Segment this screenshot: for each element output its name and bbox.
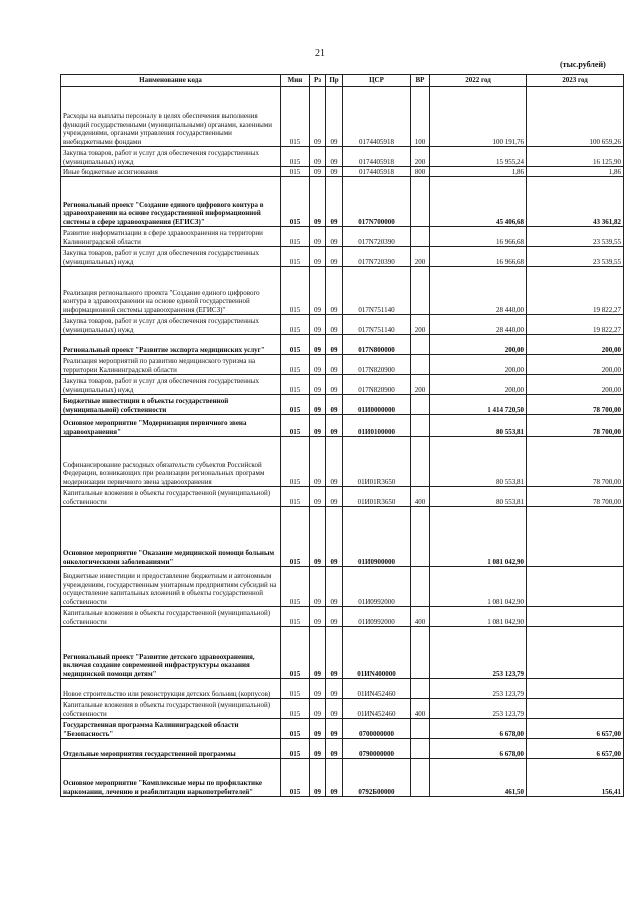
cell-min: 015 bbox=[281, 627, 310, 679]
cell-vr bbox=[411, 227, 430, 247]
cell-min: 015 bbox=[281, 437, 310, 487]
cell-min: 015 bbox=[281, 375, 310, 395]
cell-name: Реализация мероприятий по развитию медицинского туризма на территории Калининградской области bbox=[61, 355, 281, 375]
cell-name: Государственная программа Калининградской области "Безопасность" bbox=[61, 719, 281, 739]
cell-y2022: 461,50 bbox=[430, 759, 527, 797]
cell-csr: 01И0992000 bbox=[343, 607, 411, 627]
cell-y2022: 45 406,68 bbox=[430, 177, 527, 227]
cell-vr bbox=[411, 437, 430, 487]
table-row bbox=[61, 177, 624, 227]
cell-y2023: 23 539,55 bbox=[527, 247, 624, 267]
cell-min: 015 bbox=[281, 167, 310, 177]
cell-name: Закупка товаров, работ и услуг для обеспечения государственных (муниципальных) нужд bbox=[61, 247, 281, 267]
header-2023: 2023 год bbox=[527, 75, 624, 87]
cell-rz: 09 bbox=[310, 627, 326, 679]
cell-csr: 01ИN452460 bbox=[343, 679, 411, 699]
cell-y2022: 16 966,68 bbox=[430, 247, 527, 267]
cell-rz: 09 bbox=[310, 167, 326, 177]
cell-y2023: 19 822,27 bbox=[527, 315, 624, 335]
cell-rz: 09 bbox=[310, 679, 326, 699]
cell-y2023: 200,00 bbox=[527, 375, 624, 395]
cell-name: Капитальные вложения в объекты государственной (муниципальной) собственности bbox=[61, 607, 281, 627]
table-row bbox=[61, 335, 624, 355]
units-label: (тыс.рублей) bbox=[560, 60, 606, 69]
cell-y2023: 78 700,00 bbox=[527, 487, 624, 507]
cell-name: Бюджетные инвестиции и предоставление бюджетным и автономным учреждениям, государственным унитарным предприятиям субсидий на осуществление капитальных вложений в объекты государственной собственности bbox=[61, 567, 281, 607]
cell-rz: 09 bbox=[310, 759, 326, 797]
cell-vr bbox=[411, 395, 430, 415]
cell-csr: 017N800000 bbox=[343, 335, 411, 355]
table-row bbox=[61, 627, 624, 679]
cell-y2023: 23 539,55 bbox=[527, 227, 624, 247]
cell-name: Иные бюджетные ассигнования bbox=[61, 167, 281, 177]
cell-name: Региональный проект "Создание единого цифрового контура в здравоохранении на основе государственной информационной системы в сфере здравоохранения (ЕГИСЗ)" bbox=[61, 177, 281, 227]
cell-pr: 09 bbox=[326, 567, 343, 607]
cell-csr: 01И0900000 bbox=[343, 507, 411, 567]
cell-min: 015 bbox=[281, 507, 310, 567]
cell-y2022: 6 678,00 bbox=[430, 739, 527, 759]
cell-y2023: 78 700,00 bbox=[527, 437, 624, 487]
cell-rz: 09 bbox=[310, 177, 326, 227]
cell-vr bbox=[411, 739, 430, 759]
cell-pr: 09 bbox=[326, 167, 343, 177]
cell-y2023 bbox=[527, 507, 624, 567]
cell-min: 015 bbox=[281, 567, 310, 607]
table-row bbox=[61, 315, 624, 335]
cell-csr: 017N820900 bbox=[343, 375, 411, 395]
cell-name: Реализация регионального проекта "Создание единого цифрового контура в здравоохранении на основе единой государственной информационной системы здравоохранения (ЕГИСЗ)" bbox=[61, 267, 281, 315]
cell-csr: 01И0000000 bbox=[343, 395, 411, 415]
cell-csr: 0792Б00000 bbox=[343, 759, 411, 797]
table-row bbox=[61, 87, 624, 147]
cell-y2023 bbox=[527, 679, 624, 699]
cell-name: Региональный проект "Развитие детского здравоохранения, включая создание современной инфраструктуры оказания медицинской помощи детям" bbox=[61, 627, 281, 679]
table-row bbox=[61, 247, 624, 267]
table-row bbox=[61, 227, 624, 247]
cell-pr: 09 bbox=[326, 759, 343, 797]
cell-min: 015 bbox=[281, 227, 310, 247]
table-row bbox=[61, 507, 624, 567]
header-vr: ВР bbox=[411, 75, 430, 87]
cell-csr: 0700000000 bbox=[343, 719, 411, 739]
cell-vr bbox=[411, 267, 430, 315]
cell-rz: 09 bbox=[310, 147, 326, 167]
cell-pr: 09 bbox=[326, 227, 343, 247]
cell-rz: 09 bbox=[310, 719, 326, 739]
table-row bbox=[61, 607, 624, 627]
cell-csr: 01И01R3650 bbox=[343, 437, 411, 487]
cell-pr: 09 bbox=[326, 177, 343, 227]
cell-name: Капитальные вложения в объекты государственной (муниципальной) собственности bbox=[61, 487, 281, 507]
cell-y2022: 80 553,81 bbox=[430, 437, 527, 487]
cell-y2022: 15 955,24 bbox=[430, 147, 527, 167]
cell-name: Основное мероприятие "Модернизация первичного звена здравоохранения" bbox=[61, 415, 281, 437]
cell-rz: 09 bbox=[310, 699, 326, 719]
cell-min: 015 bbox=[281, 147, 310, 167]
table-row bbox=[61, 699, 624, 719]
cell-rz: 09 bbox=[310, 567, 326, 607]
cell-pr: 09 bbox=[326, 395, 343, 415]
cell-vr bbox=[411, 335, 430, 355]
cell-name: Бюджетные инвестиции в объекты государственной (муниципальной) собственности bbox=[61, 395, 281, 415]
header-2022: 2022 год bbox=[430, 75, 527, 87]
cell-rz: 09 bbox=[310, 335, 326, 355]
cell-csr: 017N751140 bbox=[343, 267, 411, 315]
cell-vr bbox=[411, 177, 430, 227]
cell-vr: 400 bbox=[411, 607, 430, 627]
cell-min: 015 bbox=[281, 335, 310, 355]
cell-rz: 09 bbox=[310, 437, 326, 487]
cell-rz: 09 bbox=[310, 375, 326, 395]
cell-y2023: 200,00 bbox=[527, 335, 624, 355]
cell-pr: 09 bbox=[326, 335, 343, 355]
cell-rz: 09 bbox=[310, 507, 326, 567]
cell-y2022: 100 191,76 bbox=[430, 87, 527, 147]
cell-y2022: 253 123,79 bbox=[430, 627, 527, 679]
table-row bbox=[61, 739, 624, 759]
cell-rz: 09 bbox=[310, 247, 326, 267]
budget-table bbox=[60, 74, 624, 797]
header-pr: Пр bbox=[326, 75, 343, 87]
cell-y2023: 100 659,26 bbox=[527, 87, 624, 147]
cell-vr: 200 bbox=[411, 247, 430, 267]
table-row bbox=[61, 267, 624, 315]
cell-vr bbox=[411, 759, 430, 797]
cell-name: Расходы на выплаты персоналу в целях обеспечения выполнения функций государственными (муниципальными) органами, казенными учреждениями, органами управления государственными внебюджетными фондами bbox=[61, 87, 281, 147]
table-row bbox=[61, 395, 624, 415]
cell-y2022: 200,00 bbox=[430, 335, 527, 355]
table-row bbox=[61, 355, 624, 375]
cell-name: Новое строительство или реконструкция детских больниц (корпусов) bbox=[61, 679, 281, 699]
cell-pr: 09 bbox=[326, 487, 343, 507]
cell-y2022: 200,00 bbox=[430, 355, 527, 375]
cell-name: Закупка товаров, работ и услуг для обеспечения государственных (муниципальных) нужд bbox=[61, 315, 281, 335]
cell-y2022: 6 678,00 bbox=[430, 719, 527, 739]
cell-name: Основное мероприятие "Комплексные меры по профилактике наркомании, лечению и реабилитации наркопотребителей" bbox=[61, 759, 281, 797]
cell-name: Развитие информатизации в сфере здравоохранения на территории Калининградской области bbox=[61, 227, 281, 247]
cell-csr: 017N720390 bbox=[343, 247, 411, 267]
cell-y2023 bbox=[527, 607, 624, 627]
cell-min: 015 bbox=[281, 415, 310, 437]
cell-y2022: 1 414 720,50 bbox=[430, 395, 527, 415]
cell-name: Отдельные мероприятия государственной программы bbox=[61, 739, 281, 759]
table-row bbox=[61, 375, 624, 395]
cell-min: 015 bbox=[281, 395, 310, 415]
cell-rz: 09 bbox=[310, 415, 326, 437]
cell-rz: 09 bbox=[310, 315, 326, 335]
cell-name: Закупка товаров, работ и услуг для обеспечения государственных (муниципальных) нужд bbox=[61, 147, 281, 167]
cell-y2023: 78 700,00 bbox=[527, 395, 624, 415]
cell-vr: 400 bbox=[411, 487, 430, 507]
cell-y2022: 1 081 042,90 bbox=[430, 567, 527, 607]
cell-y2023: 156,41 bbox=[527, 759, 624, 797]
cell-vr: 400 bbox=[411, 699, 430, 719]
cell-y2022: 253 123,79 bbox=[430, 679, 527, 699]
cell-pr: 09 bbox=[326, 415, 343, 437]
table-header-row bbox=[61, 75, 624, 87]
cell-y2023: 200,00 bbox=[527, 355, 624, 375]
cell-pr: 09 bbox=[326, 147, 343, 167]
cell-pr: 09 bbox=[326, 437, 343, 487]
cell-vr bbox=[411, 627, 430, 679]
cell-pr: 09 bbox=[326, 719, 343, 739]
cell-y2023 bbox=[527, 567, 624, 607]
cell-min: 015 bbox=[281, 699, 310, 719]
cell-rz: 09 bbox=[310, 267, 326, 315]
cell-y2023: 19 822,27 bbox=[527, 267, 624, 315]
cell-csr: 0174405918 bbox=[343, 87, 411, 147]
cell-y2022: 80 553,81 bbox=[430, 415, 527, 437]
cell-vr: 800 bbox=[411, 167, 430, 177]
cell-pr: 09 bbox=[326, 607, 343, 627]
cell-name: Софинансирование расходных обязательств субъектов Российской Федерации, возникающих при реализации региональных программ модернизации первичного звена здравоохранения bbox=[61, 437, 281, 487]
cell-y2022: 28 440,00 bbox=[430, 315, 527, 335]
cell-rz: 09 bbox=[310, 227, 326, 247]
cell-min: 015 bbox=[281, 719, 310, 739]
cell-pr: 09 bbox=[326, 627, 343, 679]
cell-csr: 0174405918 bbox=[343, 167, 411, 177]
cell-pr: 09 bbox=[326, 315, 343, 335]
cell-min: 015 bbox=[281, 759, 310, 797]
cell-y2022: 80 553,81 bbox=[430, 487, 527, 507]
table-row bbox=[61, 679, 624, 699]
cell-vr bbox=[411, 679, 430, 699]
table-row bbox=[61, 487, 624, 507]
header-csr: ЦСР bbox=[343, 75, 411, 87]
page-number: 21 bbox=[315, 48, 325, 59]
cell-y2023: 1,86 bbox=[527, 167, 624, 177]
cell-rz: 09 bbox=[310, 487, 326, 507]
cell-pr: 09 bbox=[326, 679, 343, 699]
cell-csr: 017N720390 bbox=[343, 227, 411, 247]
cell-rz: 09 bbox=[310, 395, 326, 415]
cell-vr: 200 bbox=[411, 375, 430, 395]
cell-rz: 09 bbox=[310, 87, 326, 147]
cell-vr: 100 bbox=[411, 87, 430, 147]
cell-min: 015 bbox=[281, 87, 310, 147]
cell-y2023: 78 700,00 bbox=[527, 415, 624, 437]
cell-vr: 200 bbox=[411, 147, 430, 167]
cell-min: 015 bbox=[281, 355, 310, 375]
cell-pr: 09 bbox=[326, 247, 343, 267]
header-name: Наименование кода bbox=[61, 75, 281, 87]
cell-y2022: 28 440,00 bbox=[430, 267, 527, 315]
cell-vr: 200 bbox=[411, 315, 430, 335]
cell-rz: 09 bbox=[310, 355, 326, 375]
cell-vr bbox=[411, 507, 430, 567]
table-row bbox=[61, 759, 624, 797]
cell-min: 015 bbox=[281, 247, 310, 267]
cell-pr: 09 bbox=[326, 355, 343, 375]
cell-csr: 01И01R3650 bbox=[343, 487, 411, 507]
cell-csr: 01ИN452460 bbox=[343, 699, 411, 719]
cell-csr: 017N820900 bbox=[343, 355, 411, 375]
cell-min: 015 bbox=[281, 315, 310, 335]
cell-min: 015 bbox=[281, 739, 310, 759]
cell-csr: 0790000000 bbox=[343, 739, 411, 759]
cell-csr: 01И0992000 bbox=[343, 567, 411, 607]
cell-y2023: 16 125,90 bbox=[527, 147, 624, 167]
table-row bbox=[61, 167, 624, 177]
cell-pr: 09 bbox=[326, 699, 343, 719]
cell-name: Основное мероприятие "Оказание медицинской помощи больным онкологическими заболеваниями" bbox=[61, 507, 281, 567]
cell-rz: 09 bbox=[310, 739, 326, 759]
cell-name: Капитальные вложения в объекты государственной (муниципальной) собственности bbox=[61, 699, 281, 719]
cell-name: Региональный проект "Развитие экспорта медицинских услуг" bbox=[61, 335, 281, 355]
cell-y2023 bbox=[527, 627, 624, 679]
header-rz: Рз bbox=[310, 75, 326, 87]
cell-name: Закупка товаров, работ и услуг для обеспечения государственных (муниципальных) нужд bbox=[61, 375, 281, 395]
cell-y2022: 200,00 bbox=[430, 375, 527, 395]
cell-csr: 01И0100000 bbox=[343, 415, 411, 437]
cell-pr: 09 bbox=[326, 375, 343, 395]
table-row bbox=[61, 437, 624, 487]
cell-vr bbox=[411, 355, 430, 375]
cell-y2022: 1 081 042,90 bbox=[430, 507, 527, 567]
cell-pr: 09 bbox=[326, 507, 343, 567]
cell-pr: 09 bbox=[326, 739, 343, 759]
cell-y2023: 6 657,00 bbox=[527, 719, 624, 739]
cell-y2023: 43 361,82 bbox=[527, 177, 624, 227]
cell-rz: 09 bbox=[310, 607, 326, 627]
cell-min: 015 bbox=[281, 679, 310, 699]
cell-vr bbox=[411, 415, 430, 437]
cell-csr: 01ИN400000 bbox=[343, 627, 411, 679]
cell-y2022: 253 123,79 bbox=[430, 699, 527, 719]
cell-min: 015 bbox=[281, 487, 310, 507]
cell-y2022: 16 966,68 bbox=[430, 227, 527, 247]
cell-min: 015 bbox=[281, 267, 310, 315]
cell-min: 015 bbox=[281, 607, 310, 627]
header-min: Мин bbox=[281, 75, 310, 87]
cell-y2022: 1 081 042,90 bbox=[430, 607, 527, 627]
cell-csr: 0174405918 bbox=[343, 147, 411, 167]
cell-pr: 09 bbox=[326, 87, 343, 147]
table-row bbox=[61, 719, 624, 739]
cell-csr: 017N751140 bbox=[343, 315, 411, 335]
table-row bbox=[61, 415, 624, 437]
cell-csr: 017N700000 bbox=[343, 177, 411, 227]
cell-y2023 bbox=[527, 699, 624, 719]
cell-min: 015 bbox=[281, 177, 310, 227]
cell-vr bbox=[411, 567, 430, 607]
cell-y2022: 1,86 bbox=[430, 167, 527, 177]
table-row bbox=[61, 567, 624, 607]
table-row bbox=[61, 147, 624, 167]
cell-y2023: 6 657,00 bbox=[527, 739, 624, 759]
cell-pr: 09 bbox=[326, 267, 343, 315]
cell-vr bbox=[411, 719, 430, 739]
table-body bbox=[61, 87, 624, 797]
